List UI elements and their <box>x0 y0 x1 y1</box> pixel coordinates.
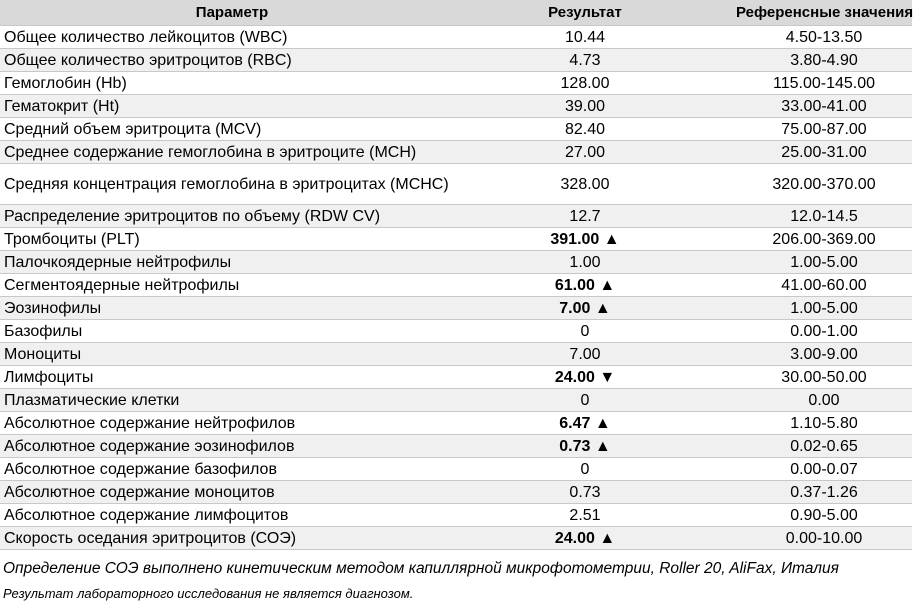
arrow-down-icon: ▼ <box>599 368 616 386</box>
reference-range: 33.00-41.00 <box>706 95 912 118</box>
result-cell <box>464 343 706 366</box>
result-value: 4.73 <box>569 51 601 69</box>
arrow-up-icon: ▲ <box>594 299 611 317</box>
arrow-up-icon: ▲ <box>603 230 620 248</box>
param-name: Абсолютное содержание базофилов <box>0 458 464 481</box>
result-value: 12.7 <box>569 207 601 225</box>
result-value: 0.73 <box>559 437 591 455</box>
reference-range: 1.10-5.80 <box>706 412 912 435</box>
param-name: Базофилы <box>0 320 464 343</box>
param-name: Сегментоядерные нейтрофилы <box>0 274 464 297</box>
param-name: Среднее содержание гемоглобина в эритроците (MCH) <box>0 141 464 164</box>
table-row <box>0 251 912 274</box>
reference-range: 41.00-60.00 <box>706 274 912 297</box>
result-cell <box>464 26 706 49</box>
table-row <box>0 412 912 435</box>
result-cell <box>464 164 706 205</box>
table-row <box>0 389 912 412</box>
result-value: 128.00 <box>560 74 610 92</box>
table-row <box>0 274 912 297</box>
result-cell <box>464 297 706 320</box>
reference-range: 0.00-0.07 <box>706 458 912 481</box>
reference-range: 0.90-5.00 <box>706 504 912 527</box>
result-value: 6.47 <box>559 414 591 432</box>
arrow-up-icon: ▲ <box>594 437 611 455</box>
reference-range: 115.00-145.00 <box>706 72 912 95</box>
param-name: Тромбоциты (PLT) <box>0 228 464 251</box>
reference-range: 75.00-87.00 <box>706 118 912 141</box>
result-cell <box>464 458 706 481</box>
header-result: Результат <box>464 0 706 26</box>
result-cell <box>464 141 706 164</box>
table-row <box>0 481 912 504</box>
param-name: Эозинофилы <box>0 297 464 320</box>
result-value: 7.00 <box>559 299 591 317</box>
esr-method-footnote: Определение СОЭ выполнено кинетическим методом капиллярной микрофотометрии, Roller 20, AliFax, Италия <box>3 560 839 577</box>
param-name: Абсолютное содержание лимфоцитов <box>0 504 464 527</box>
param-name: Моноциты <box>0 343 464 366</box>
table-row <box>0 343 912 366</box>
reference-range: 0.02-0.65 <box>706 435 912 458</box>
result-value: 0.73 <box>569 483 601 501</box>
table-row <box>0 504 912 527</box>
table-header-row <box>0 0 912 26</box>
disclaimer: Результат лабораторного исследования не является диагнозом. <box>3 586 414 601</box>
result-value: 0 <box>580 322 590 340</box>
result-value: 39.00 <box>564 97 606 115</box>
table-row <box>0 95 912 118</box>
reference-range: 3.00-9.00 <box>706 343 912 366</box>
reference-range: 0.37-1.26 <box>706 481 912 504</box>
result-value: 27.00 <box>564 143 606 161</box>
table-row <box>0 458 912 481</box>
table-row <box>0 527 912 550</box>
result-value: 7.00 <box>569 345 601 363</box>
result-cell <box>464 366 706 389</box>
result-value: 24.00 <box>554 529 595 547</box>
param-name: Палочкоядерные нейтрофилы <box>0 251 464 274</box>
result-value: 2.51 <box>569 506 601 524</box>
table-row <box>0 320 912 343</box>
result-cell <box>464 49 706 72</box>
reference-range: 1.00-5.00 <box>706 297 912 320</box>
result-cell <box>464 504 706 527</box>
reference-range: 0.00 <box>706 389 912 412</box>
result-value: 328.00 <box>560 175 610 193</box>
result-value: 82.40 <box>564 120 606 138</box>
result-cell <box>464 72 706 95</box>
table-row <box>0 118 912 141</box>
result-cell <box>464 389 706 412</box>
result-cell <box>464 205 706 228</box>
table-row <box>0 164 912 205</box>
result-value: 61.00 <box>554 276 595 294</box>
result-value: 0 <box>580 391 590 409</box>
param-name: Гематокрит (Ht) <box>0 95 464 118</box>
result-cell <box>464 228 706 251</box>
reference-range: 4.50-13.50 <box>706 26 912 49</box>
param-name: Средняя концентрация гемоглобина в эритроцитах (MCHC) <box>0 164 464 205</box>
result-cell <box>464 527 706 550</box>
reference-range: 30.00-50.00 <box>706 366 912 389</box>
param-name: Абсолютное содержание моноцитов <box>0 481 464 504</box>
result-value: 1.00 <box>569 253 601 271</box>
reference-range: 320.00-370.00 <box>706 164 912 205</box>
result-cell <box>464 274 706 297</box>
param-name: Общее количество лейкоцитов (WBC) <box>0 26 464 49</box>
param-name: Плазматические клетки <box>0 389 464 412</box>
table-row <box>0 26 912 49</box>
table-row <box>0 228 912 251</box>
result-value: 0 <box>580 460 590 478</box>
result-value: 24.00 <box>554 368 595 386</box>
table-row <box>0 297 912 320</box>
table-row <box>0 205 912 228</box>
table-row <box>0 49 912 72</box>
result-cell <box>464 118 706 141</box>
reference-range: 206.00-369.00 <box>706 228 912 251</box>
result-cell <box>464 481 706 504</box>
param-name: Абсолютное содержание эозинофилов <box>0 435 464 458</box>
result-cell <box>464 435 706 458</box>
result-value: 10.44 <box>564 28 606 46</box>
param-name: Лимфоциты <box>0 366 464 389</box>
header-param: Параметр <box>0 0 464 26</box>
reference-range: 1.00-5.00 <box>706 251 912 274</box>
result-cell <box>464 251 706 274</box>
table-row <box>0 366 912 389</box>
result-cell <box>464 412 706 435</box>
param-name: Общее количество эритроцитов (RBC) <box>0 49 464 72</box>
reference-range: 0.00-10.00 <box>706 527 912 550</box>
arrow-up-icon: ▲ <box>594 414 611 432</box>
reference-range: 12.0-14.5 <box>706 205 912 228</box>
param-name: Скорость оседания эритроцитов (СОЭ) <box>0 527 464 550</box>
reference-range: 3.80-4.90 <box>706 49 912 72</box>
param-name: Гемоглобин (Hb) <box>0 72 464 95</box>
result-value: 391.00 <box>550 230 600 248</box>
arrow-up-icon: ▲ <box>599 276 616 294</box>
param-name: Средний объем эритроцита (MCV) <box>0 118 464 141</box>
reference-range: 0.00-1.00 <box>706 320 912 343</box>
table-row <box>0 141 912 164</box>
param-name: Абсолютное содержание нейтрофилов <box>0 412 464 435</box>
result-cell <box>464 320 706 343</box>
reference-range: 25.00-31.00 <box>706 141 912 164</box>
param-name: Распределение эритроцитов по объему (RDW CV) <box>0 205 464 228</box>
table-row <box>0 435 912 458</box>
table-row <box>0 72 912 95</box>
arrow-up-icon: ▲ <box>599 529 616 547</box>
header-reference: Референсные значения <box>706 0 912 26</box>
result-cell <box>464 95 706 118</box>
